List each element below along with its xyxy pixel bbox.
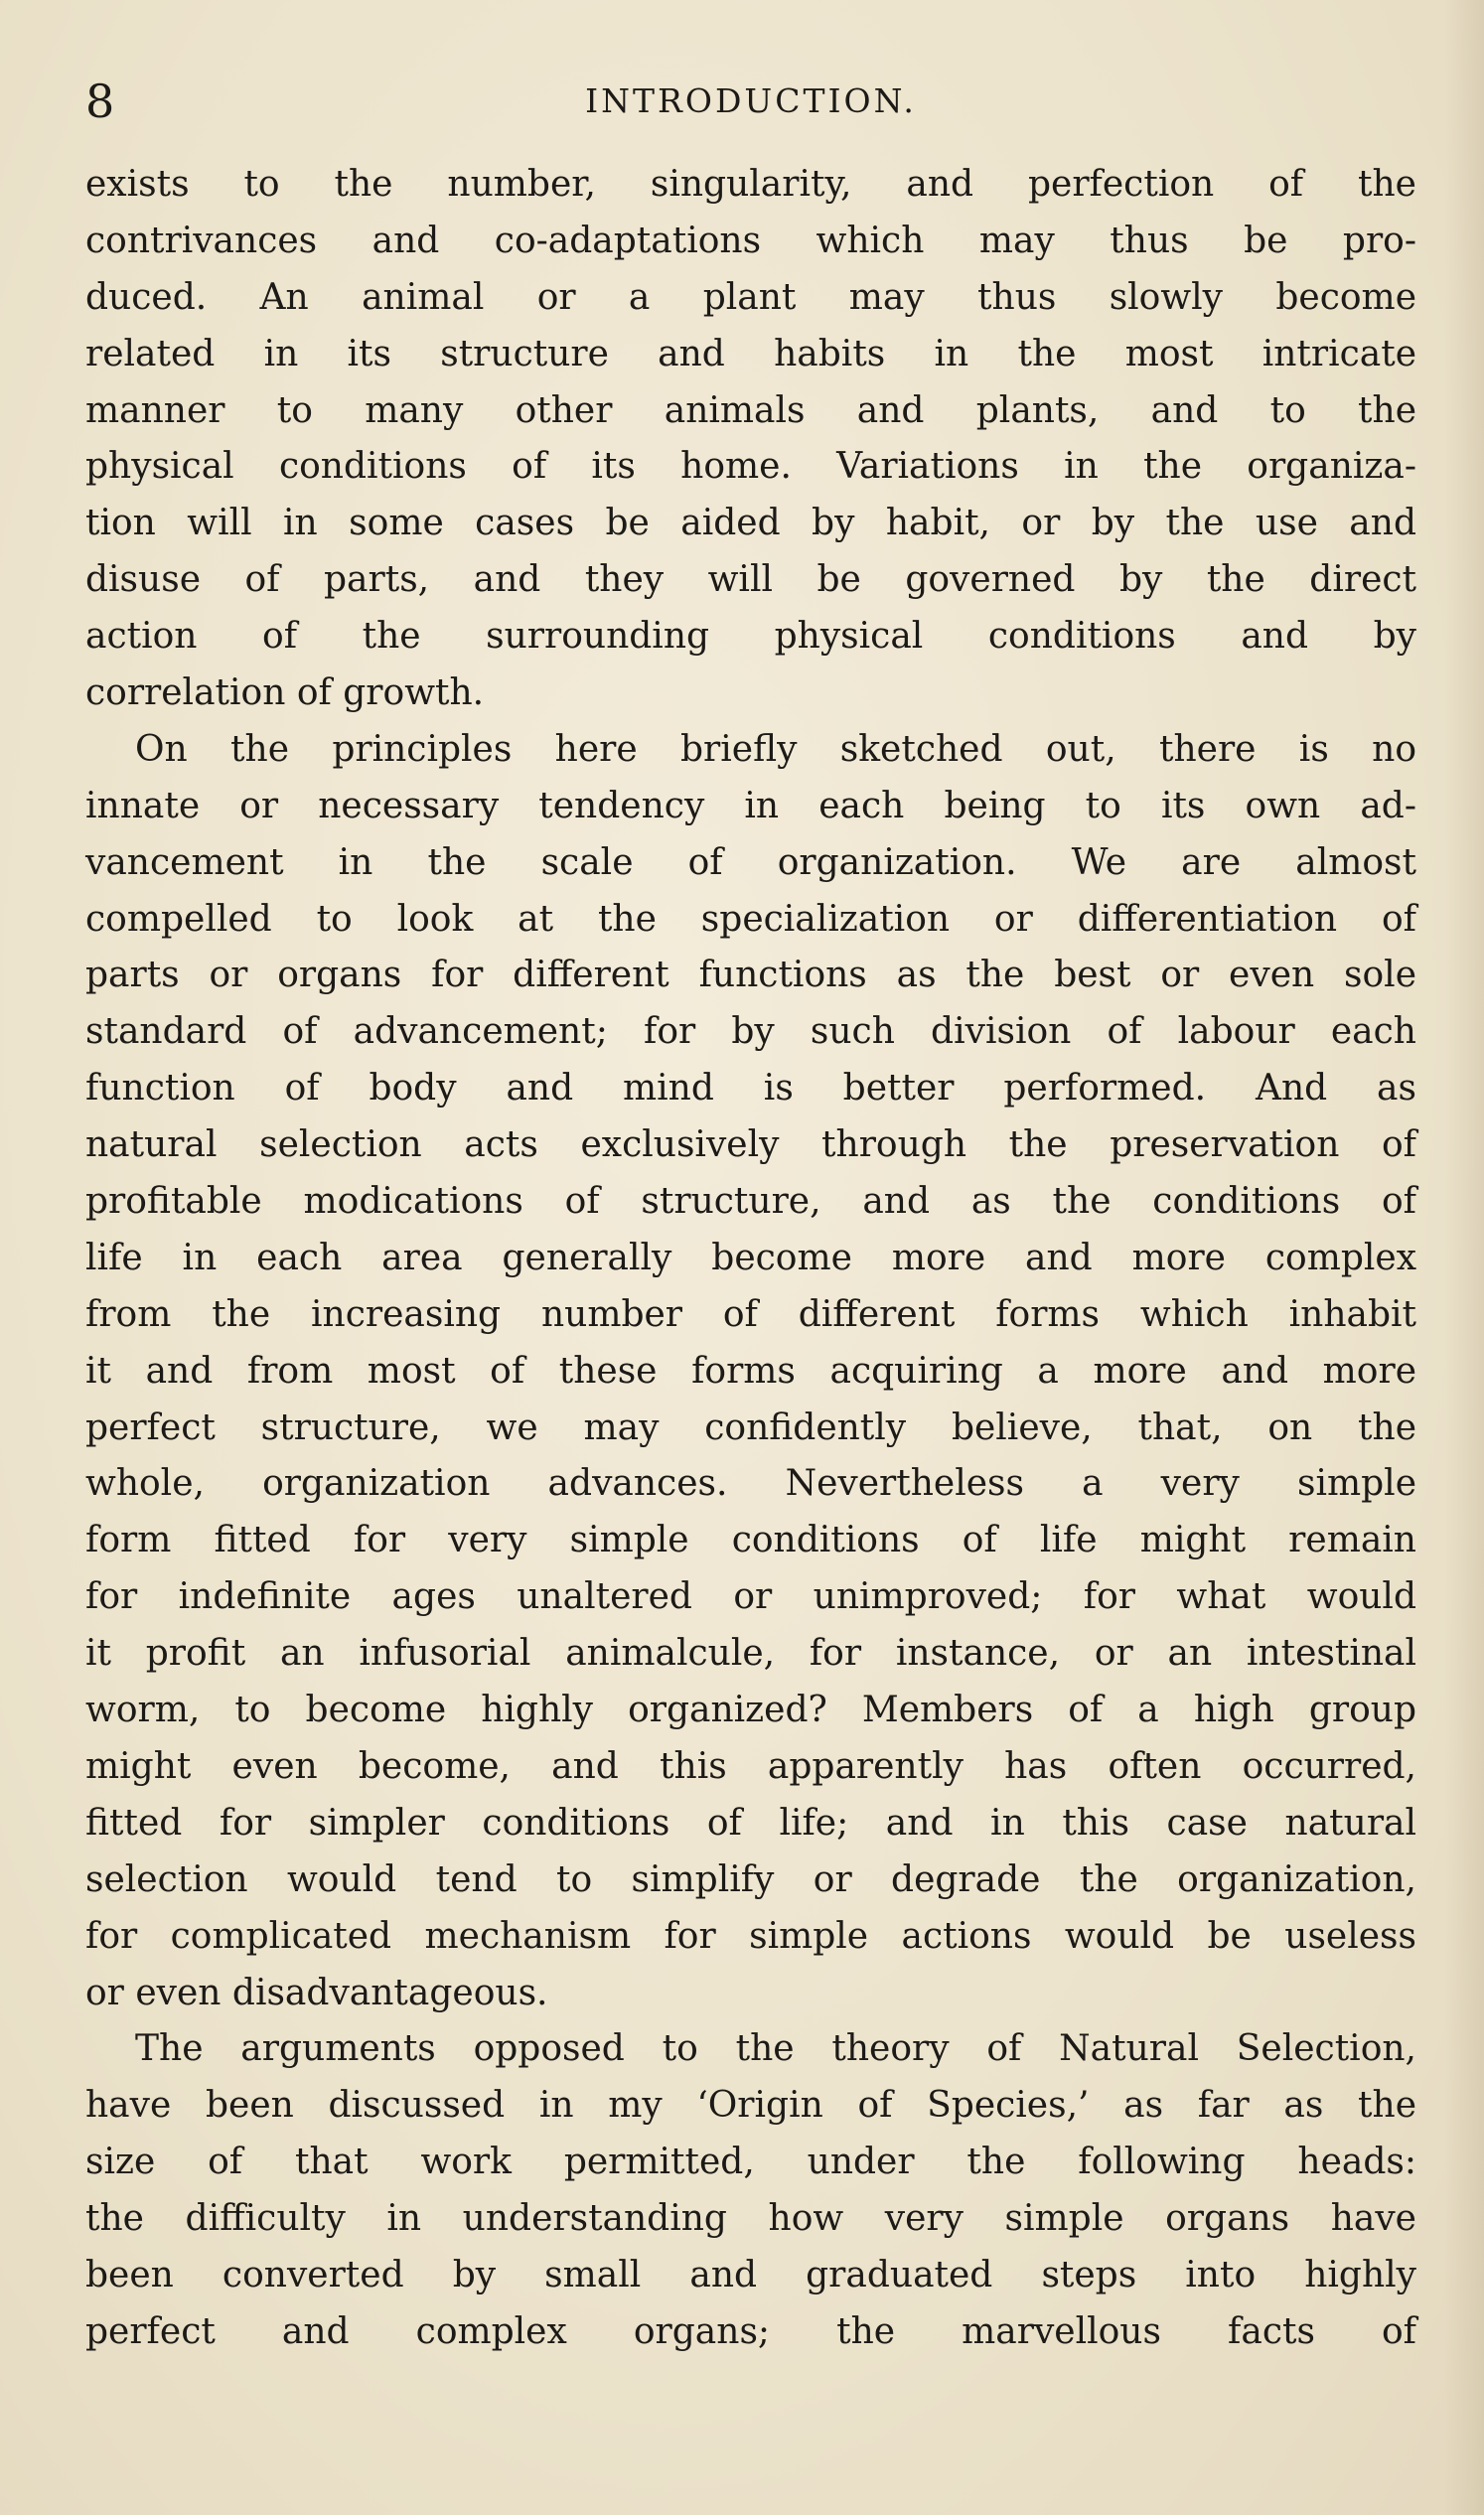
text-line: contrivances and co-adaptations which may thus be pro- — [85, 220, 1416, 261]
text-line: size of that work permitted, under the following heads: — [85, 2142, 1416, 2183]
paragraph-end-line: correlation of growth. — [85, 672, 485, 714]
text-line: perfect and complex organs; the marvellous facts of — [85, 2310, 1416, 2352]
text-line: selection would tend to simplify or degrade the organization, — [85, 1858, 1416, 1900]
text-line: vancement in the scale of organization. We are almost — [85, 841, 1416, 883]
text-line: exists to the number, singularity, and perfection of the — [85, 164, 1416, 205]
text-line: it profit an infusorial animalcule, for instance, or an intestinal — [85, 1633, 1416, 1675]
paragraph-start-line: On the principles here briefly sketched out, there is no — [135, 728, 1416, 770]
text-line: related in its structure and habits in the most intricate — [85, 333, 1416, 374]
text-line: whole, organization advances. Nevertheless a very simple — [85, 1463, 1416, 1505]
text-line: innate or necessary tendency in each being to its own ad- — [85, 785, 1416, 826]
text-line: form fitted for very simple conditions of life might remain — [85, 1520, 1416, 1561]
paragraph-start-line: The arguments opposed to the theory of Natural Selection, — [135, 2028, 1416, 2070]
text-line: from the increasing number of different forms which inhabit — [85, 1293, 1416, 1335]
running-head-title: INTRODUCTION. — [585, 81, 917, 120]
text-line: standard of advancement; for by such division of labour each — [85, 1011, 1416, 1053]
text-line: tion will in some cases be aided by habit, or by the use and — [85, 503, 1416, 544]
text-line: life in each area generally become more and more complex — [85, 1237, 1416, 1278]
paragraph-end-line: or even disadvantageous. — [85, 1972, 548, 2013]
text-line: profitable modications of structure, and as the conditions of — [85, 1181, 1416, 1223]
text-line: duced. An animal or a plant may thus slowly become — [85, 276, 1416, 318]
text-line: worm, to become highly organized? Members of a high group — [85, 1690, 1416, 1731]
text-line: compelled to look at the specialization or differentiation of — [85, 898, 1416, 940]
text-line: function of body and mind is better performed. And as — [85, 1068, 1416, 1110]
running-head — [85, 72, 1416, 131]
text-line: been converted by small and graduated steps into highly — [85, 2254, 1416, 2295]
text-line: might even become, and this apparently has often occurred, — [85, 1745, 1416, 1787]
text-line: fitted for simpler conditions of life; and in this case natural — [85, 1802, 1416, 1844]
text-line: for indefinite ages unaltered or unimproved; for what would — [85, 1576, 1416, 1618]
text-line: physical conditions of its home. Variations in the organiza- — [85, 446, 1416, 488]
text-line: parts or organs for different functions as the best or even sole — [85, 955, 1416, 996]
text-line: perfect structure, we may confidently believe, that, on the — [85, 1406, 1416, 1448]
text-line: for complicated mechanism for simple actions would be useless — [85, 1915, 1416, 1957]
text-line: the difficulty in understanding how very simple organs have — [85, 2198, 1416, 2240]
text-line: natural selection acts exclusively through the preservation of — [85, 1124, 1416, 1166]
text-line: action of the surrounding physical conditions and by — [85, 616, 1416, 658]
body-text — [85, 157, 1416, 2361]
text-line: it and from most of these forms acquiring a more and more — [85, 1350, 1416, 1392]
page-number: 8 — [85, 74, 115, 128]
text-line: disuse of parts, and they will be governed by the direct — [85, 559, 1416, 601]
text-line: manner to many other animals and plants, and to the — [85, 389, 1416, 431]
text-line: have been discussed in my ‘Origin of Species,’ as far as the — [85, 2085, 1416, 2127]
page-edge-shadow — [1444, 0, 1484, 2515]
